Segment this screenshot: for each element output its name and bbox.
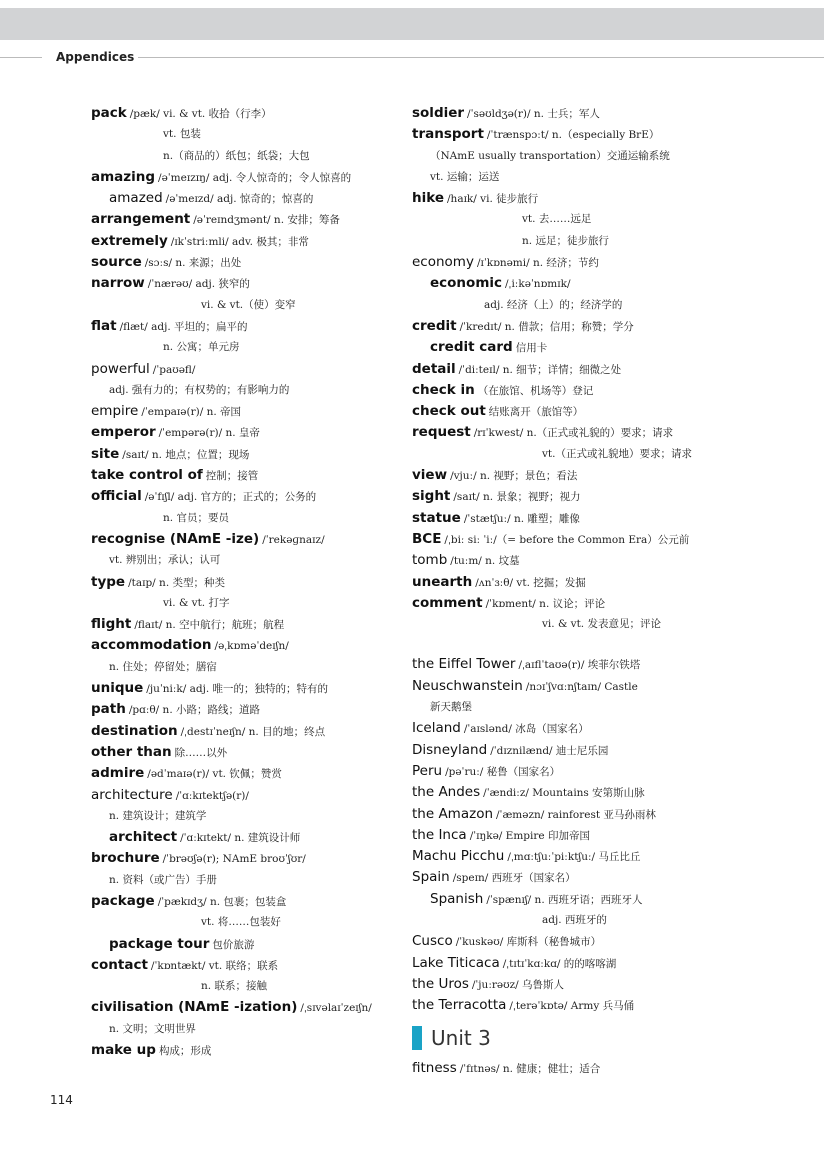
definition: vt.（正式或礼貌地）要求；请求	[542, 447, 692, 460]
definition: adj. 西班牙的	[542, 913, 607, 926]
vocab-entry	[412, 550, 752, 571]
vocab-entry	[412, 422, 752, 443]
headword: the Uros	[412, 975, 469, 992]
headword: contact	[91, 956, 148, 973]
definition: 构成；形成	[158, 1045, 212, 1058]
vocab-entry	[91, 997, 401, 1018]
vocab-entry	[412, 252, 752, 273]
headword: fitness	[412, 1060, 457, 1077]
definition: n. 官员；要员	[163, 511, 229, 524]
definition: n. 资料（或广告）手册	[109, 873, 217, 886]
headword: economic	[430, 275, 503, 292]
right-column	[412, 103, 752, 1080]
vocab-entry	[91, 231, 401, 252]
definition: /ˈæməzn/ rainforest 亚马孙雨林	[496, 808, 656, 821]
vocab-entry	[412, 167, 752, 188]
vocab-entry	[91, 124, 401, 145]
definition: n.（商品的）纸包；纸袋；大包	[163, 149, 310, 162]
headword: Spanish	[430, 890, 484, 907]
definition: 控制；接管	[205, 470, 259, 483]
definition: /əˈfɪʃl/ adj. 官方的；正式的；公务的	[144, 491, 317, 504]
vocab-entry	[91, 763, 401, 784]
headword: extremely	[91, 232, 168, 249]
headword: Peru	[412, 762, 443, 779]
vocab-entry	[91, 316, 401, 337]
vocab-entry	[412, 295, 752, 316]
definition: /ˈtrænspɔːt/ n.（especially BrE）	[486, 129, 660, 142]
headword: request	[412, 424, 471, 441]
definition: n. 远足；徒步旅行	[522, 234, 609, 247]
definition: /ˈdiːteɪl/ n. 细节；详情；细微之处	[458, 363, 622, 376]
vocab-entry	[412, 974, 752, 995]
vocab-entry	[412, 931, 752, 952]
vocab-entry	[412, 614, 752, 635]
definition: /ˈaɪslənd/ 冰岛（国家名）	[463, 723, 589, 736]
definition: /saɪt/ n. 地点；位置；现场	[122, 448, 250, 461]
definition: /rɪˈkwest/ n.（正式或礼貌的）要求；请求	[473, 427, 674, 440]
vocab-entry	[412, 401, 752, 422]
definition: n. 住处；停留处；膳宿	[109, 660, 217, 673]
headword: view	[412, 467, 448, 484]
definition: /tuːm/ n. 坟墓	[450, 555, 520, 568]
definition: /ˈstætʃuː/ n. 雕塑；雕像	[463, 512, 580, 525]
definition: /juˈniːk/ adj. 唯一的；独特的；特有的	[146, 683, 329, 696]
headword: the Amazon	[412, 805, 494, 822]
vocab-entry	[412, 146, 752, 167]
vocab-entry	[91, 273, 401, 294]
definition: /taɪp/ n. 类型；种类	[128, 576, 225, 589]
definition: /əˈmeɪzd/ adj. 惊奇的；惊喜的	[165, 193, 314, 206]
headword: admire	[91, 765, 145, 782]
vocab-entry	[412, 804, 752, 825]
definition: vt. 将……包装好	[201, 916, 281, 929]
headword: hike	[412, 190, 445, 207]
headword: check out	[412, 403, 486, 420]
vocab-entry	[412, 529, 752, 550]
vocab-entry	[91, 976, 401, 997]
headword: tomb	[412, 552, 448, 569]
definition: adj. 经济（上）的；经济学的	[484, 298, 623, 311]
definition: /ʌnˈɜːθ/ vt. 挖掘；发掘	[475, 576, 586, 589]
vocab-entry	[412, 889, 752, 910]
definition: 除……以外	[174, 746, 228, 759]
definition: /ɪkˈstriːmli/ adv. 极其；非常	[170, 235, 309, 248]
vocab-entry	[91, 848, 401, 869]
definition: /ˈspænɪʃ/ n. 西班牙语；西班牙人	[486, 893, 643, 906]
definition: /ədˈmaɪə(r)/ vt. 钦佩；赞赏	[147, 768, 282, 781]
definition: /ˈpaʊəfl/	[152, 363, 196, 376]
vocab-entry	[91, 422, 401, 443]
headword: statue	[412, 509, 461, 526]
headword: detail	[412, 360, 456, 377]
headword: Lake Titicaca	[412, 954, 500, 971]
headword: narrow	[91, 275, 145, 292]
definition: /əˌkɒməˈdeɪʃn/	[214, 640, 289, 653]
vocab-entry	[91, 103, 401, 124]
vocab-entry	[91, 1040, 401, 1061]
definition: /ˈkuskəʊ/ 库斯科（秘鲁城市）	[455, 936, 602, 949]
definition: /ˈɑːkɪtektʃə(r)/	[175, 789, 249, 802]
definition: /ˈsəʊldʒə(r)/ n. 士兵；军人	[467, 108, 600, 120]
vocab-entry	[412, 593, 752, 614]
definition: vi. & vt.（使）变窄	[201, 298, 296, 311]
vocab-entry	[91, 295, 401, 316]
unit-marker-bar	[412, 1026, 422, 1050]
vocab-entry	[91, 1019, 401, 1040]
vocab-entry	[412, 825, 752, 846]
headword: unique	[91, 680, 144, 697]
header-divider-right	[138, 57, 824, 58]
headword: emperor	[91, 424, 156, 441]
headword: BCE	[412, 530, 442, 547]
vocab-entry	[412, 337, 752, 358]
headword: the Eiffel Tower	[412, 656, 516, 673]
vocab-entry	[412, 316, 752, 337]
definition: /pəˈruː/ 秘鲁（国家名）	[445, 765, 561, 778]
definition: /ˈkredɪt/ n. 借款；信用；称赞；学分	[459, 320, 634, 333]
definition: n. 建筑设计；建筑学	[109, 809, 207, 822]
definition: n. 文明；文明世界	[109, 1022, 196, 1035]
right-entries	[412, 103, 752, 1016]
definition: /ˈjuːrəʊz/ 乌鲁斯人	[471, 978, 565, 991]
definition: /ˈnærəʊ/ adj. 狭窄的	[147, 278, 250, 291]
headword: architect	[109, 829, 178, 846]
headword: accommodation	[91, 637, 212, 654]
vocab-entry	[412, 124, 752, 145]
definition: adj. 强有力的；有权势的；有影响力的	[109, 383, 290, 396]
vocab-entry	[91, 593, 401, 614]
vocab-entry	[91, 486, 401, 507]
vocab-entry	[412, 697, 752, 718]
definition: /ˈdɪznilænd/ 迪士尼乐园	[490, 744, 609, 757]
headword: Machu Picchu	[412, 848, 505, 865]
vocab-entry	[412, 867, 752, 888]
vocab-entry	[412, 188, 752, 209]
vocab-entry	[412, 273, 752, 294]
vocab-entry	[91, 209, 401, 230]
vocab-entry	[412, 740, 752, 761]
headword: check in	[412, 381, 475, 398]
headword: the Terracotta	[412, 997, 507, 1014]
headword: pack	[91, 105, 127, 121]
definition: /speɪn/ 西班牙（国家名）	[452, 872, 576, 885]
page-number: 114	[50, 1093, 73, 1107]
headword: credit card	[430, 339, 513, 356]
vocab-entry	[412, 359, 752, 380]
vocab-entry	[91, 721, 401, 742]
headword: brochure	[91, 850, 160, 867]
definition: /ˈfɪtnəs/ n. 健康；健壮；适合	[459, 1063, 601, 1076]
headword: path	[91, 701, 126, 718]
definition: /pæk/ vi. & vt. 收拾（行李）	[129, 108, 272, 120]
headword: sight	[412, 488, 451, 505]
headword: Neuschwanstein	[412, 677, 523, 694]
headword: arrangement	[91, 211, 191, 228]
vocab-entry	[91, 529, 401, 550]
vocab-entry	[91, 699, 401, 720]
headword: flat	[91, 317, 117, 334]
headword: Spain	[412, 869, 450, 886]
headword: credit	[412, 317, 457, 334]
headword: civilisation (NAmE -ization)	[91, 999, 298, 1016]
definition: （在旅馆、机场等）登记	[477, 384, 594, 397]
vocab-entry	[91, 337, 401, 358]
headword: architecture	[91, 786, 173, 803]
headword: the Andes	[412, 784, 481, 801]
definition: /flæt/ adj. 平坦的；扁平的	[119, 320, 248, 333]
vocab-entry	[91, 657, 401, 678]
definition: /flaɪt/ n. 空中航行；航班；航程	[134, 619, 285, 632]
vocab-entry	[412, 718, 752, 739]
definition: /ˈempərə(r)/ n. 皇帝	[158, 427, 260, 440]
vocab-entry	[91, 572, 401, 593]
definition: /ˌiːkəˈnɒmɪk/	[505, 278, 571, 291]
vocab-entry	[412, 995, 752, 1016]
definition: 包价旅游	[212, 938, 255, 951]
headword: Disneyland	[412, 741, 488, 758]
vocab-entry	[91, 359, 401, 380]
vocab-entry	[412, 846, 752, 867]
definition: /ˈbrəʊʃə(r); NAmE broʊˈʃʊr/	[162, 853, 306, 866]
headword: comment	[412, 594, 483, 611]
vocab-entry	[412, 676, 752, 697]
definition: /ˈkɒment/ n. 议论；评论	[485, 597, 606, 610]
vocab-entry	[412, 103, 752, 124]
vocab-entry	[412, 782, 752, 803]
vocab-entry	[412, 380, 752, 401]
vocab-entry	[412, 465, 752, 486]
unit-entries	[412, 1058, 752, 1079]
vocab-entry	[91, 912, 401, 933]
headword: transport	[412, 126, 484, 143]
definition: （NAmE usually transportation）交通运输系统	[430, 149, 670, 162]
headword: Iceland	[412, 720, 461, 737]
definition: /vjuː/ n. 视野；景色；看法	[450, 470, 578, 483]
definition: /ɪˈkɒnəmi/ n. 经济；节约	[476, 257, 599, 270]
definition: /nɔɪˈʃvɑːnʃtaɪn/ Castle	[525, 680, 638, 693]
definition: vi. & vt. 发表意见；评论	[542, 618, 661, 631]
definition: /ˌdestɪˈneɪʃn/ n. 目的地；终点	[180, 725, 326, 738]
definition: /ˈændiːz/ Mountains 安第斯山脉	[483, 787, 645, 800]
headword: site	[91, 445, 120, 462]
vocab-entry	[91, 806, 401, 827]
definition: vt. 去……远足	[522, 213, 592, 226]
vocab-entry	[412, 231, 752, 252]
unit-heading	[412, 1018, 752, 1058]
left-column	[91, 103, 401, 1061]
definition: vt. 辨别出；承认；认可	[109, 554, 221, 567]
section-gap	[412, 635, 752, 654]
definition: /sɔːs/ n. 来源；出处	[144, 257, 242, 270]
definition: 结账离开（旅馆等）	[488, 406, 584, 419]
vocab-entry	[91, 146, 401, 167]
vocab-entry	[412, 508, 752, 529]
definition: vi. & vt. 打字	[163, 596, 230, 609]
vocab-entry	[412, 953, 752, 974]
vocab-entry	[412, 486, 752, 507]
vocab-entry	[91, 508, 401, 529]
definition: vt. 包装	[163, 128, 201, 141]
definition: n. 公寓；单元房	[163, 341, 240, 354]
headword: powerful	[91, 360, 150, 377]
headword: other than	[91, 743, 172, 760]
definition: /ˌaɪflˈtaʊə(r)/ 埃菲尔铁塔	[518, 659, 641, 672]
definition: /ˈkɒntækt/ vt. 联络；联系	[150, 959, 279, 972]
headword: flight	[91, 616, 132, 633]
header-divider-left	[0, 57, 42, 58]
vocab-entry	[91, 465, 401, 486]
vocab-entry	[91, 614, 401, 635]
vocab-entry	[91, 401, 401, 422]
definition: /ˌtɪtɪˈkɑːkɑ/ 的的喀喀湖	[502, 957, 617, 970]
definition: 信用卡	[515, 342, 548, 355]
vocab-entry	[91, 550, 401, 571]
vocab-entry	[91, 167, 401, 188]
vocab-entry	[412, 910, 752, 931]
vocab-entry	[91, 891, 401, 912]
headword: economy	[412, 254, 474, 271]
definition: /əˈreɪndʒmənt/ n. 安排；筹备	[193, 214, 340, 227]
definition: /saɪt/ n. 景象；视野；视力	[453, 491, 581, 504]
headword: official	[91, 488, 142, 505]
unit-title: Unit 3	[431, 1026, 491, 1051]
definition: /ˈɑːkɪtekt/ n. 建筑设计师	[180, 832, 301, 845]
vocab-entry	[91, 380, 401, 401]
vocab-entry	[91, 742, 401, 763]
definition: n. 联系；接触	[201, 980, 267, 993]
vocab-entry	[412, 572, 752, 593]
definition: /pɑːθ/ n. 小路；路线；道路	[128, 704, 260, 717]
definition: /ˈɪŋkə/ Empire 印加帝国	[469, 829, 590, 842]
headword: amazed	[109, 190, 163, 207]
vocab-entry	[412, 761, 752, 782]
definition: /ˌsɪvəlaɪˈzeɪʃn/	[300, 1002, 372, 1015]
headword: source	[91, 254, 142, 271]
vocab-entry	[91, 870, 401, 891]
headword: empire	[91, 403, 139, 420]
header-bar	[0, 8, 824, 40]
definition: /ˌterəˈkɒtə/ Army 兵马俑	[509, 1000, 635, 1013]
definition: /ˌbiː siː ˈiː/（= before the Common Era）公元前	[444, 533, 690, 546]
vocab-entry	[91, 252, 401, 273]
headword: take control of	[91, 467, 203, 484]
vocab-entry	[91, 444, 401, 465]
headword: Cusco	[412, 933, 453, 950]
vocab-entry	[412, 444, 752, 465]
headword: destination	[91, 722, 178, 739]
headword: soldier	[412, 105, 465, 121]
vocab-entry	[412, 654, 752, 675]
headword: package tour	[109, 935, 210, 952]
headword: unearth	[412, 573, 473, 590]
headword: type	[91, 573, 126, 590]
definition: 新天鹅堡	[430, 701, 472, 714]
definition: /haɪk/ vi. 徒步旅行	[447, 193, 539, 206]
headword: package	[91, 892, 155, 909]
vocab-entry	[412, 1058, 752, 1079]
definition: /əˈmeɪzɪŋ/ adj. 令人惊奇的；令人惊喜的	[158, 171, 352, 184]
definition: /ˌmɑːtʃuːˈpiːktʃuː/ 马丘比丘	[507, 851, 641, 864]
vocab-entry	[91, 827, 401, 848]
definition: vt. 运输；运送	[430, 170, 500, 183]
headword: amazing	[91, 168, 156, 185]
headword: make up	[91, 1042, 156, 1059]
vocab-entry	[91, 678, 401, 699]
definition: /ˈempaɪə(r)/ n. 帝国	[141, 406, 242, 419]
headword: the Inca	[412, 826, 467, 843]
vocab-entry	[91, 934, 401, 955]
vocab-entry	[91, 188, 401, 209]
definition: /ˈrekəɡnaɪz/	[262, 533, 325, 546]
definition: /ˈpækɪdʒ/ n. 包裹；包装盒	[157, 895, 287, 908]
vocab-entry	[412, 209, 752, 230]
vocab-entry	[91, 635, 401, 656]
vocab-entry	[91, 955, 401, 976]
vocab-entry	[91, 785, 401, 806]
headword: recognise (NAmE -ize)	[91, 530, 260, 547]
section-label: Appendices	[56, 50, 135, 64]
